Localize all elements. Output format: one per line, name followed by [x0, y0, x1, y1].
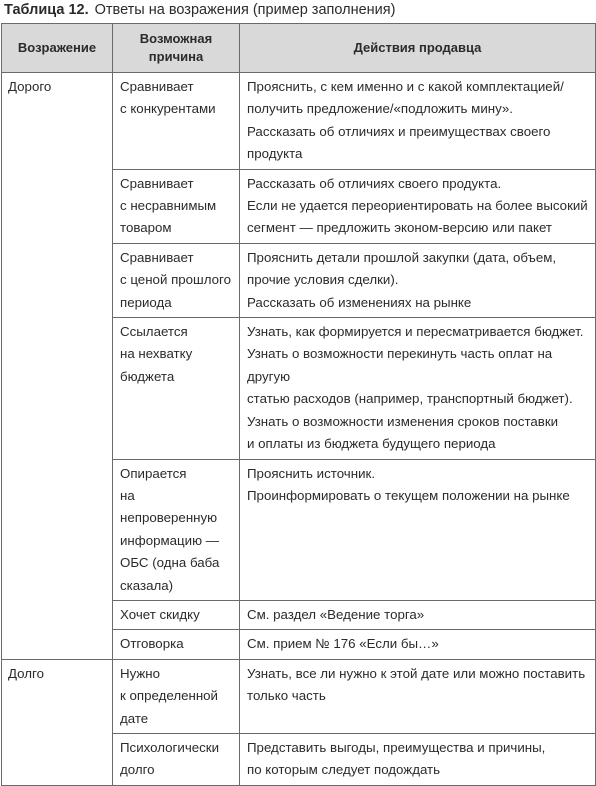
reason-line: на нехватку	[120, 346, 193, 362]
objection-cell: Долго	[2, 659, 113, 785]
reason-line: Нужно	[120, 665, 161, 681]
reason-cell	[113, 243, 240, 317]
reason-line: Психологически	[120, 739, 220, 755]
actions-cell	[240, 73, 596, 170]
reason-line: с ценой прошлого	[120, 272, 231, 288]
action-line: только часть	[247, 688, 326, 704]
reason-line: с конкурентами	[120, 101, 216, 117]
action-line: Прояснить детали прошлой закупки (дата, объем,	[247, 249, 557, 265]
actions-cell	[240, 318, 596, 459]
actions-cell	[240, 459, 596, 600]
action-line: статью расходов (например, транспортный бюджет).	[247, 391, 573, 407]
reason-line: Сравнивает	[120, 79, 194, 94]
action-line: Представить выгоды, преимущества и причины,	[247, 739, 546, 755]
actions-cell	[240, 733, 596, 785]
actions-cell	[240, 630, 596, 659]
reason-line: ОБС (одна баба	[120, 555, 220, 571]
action-line: сегмент — предложить эконом-версию или пакет	[247, 220, 553, 236]
reason-line: к определенной	[120, 688, 218, 704]
table-number: Таблица 12.	[4, 2, 89, 18]
table-caption	[4, 0, 395, 20]
header-objection: Возражение	[2, 24, 113, 73]
reason-line: периода	[120, 294, 172, 310]
action-line: См. прием № 176 «Если бы…»	[247, 636, 439, 652]
header-reason	[113, 24, 240, 73]
reason-cell	[113, 659, 240, 733]
reason-line: Сравнивает	[120, 249, 194, 265]
table-row	[2, 73, 596, 170]
action-line: Узнать, все ли нужно к этой дате или можно поставить	[247, 665, 586, 681]
action-line: Рассказать об изменениях на рынке	[247, 294, 472, 310]
reason-cell	[113, 169, 240, 243]
table-title: Ответы на возражения (пример заполнения)	[94, 2, 396, 18]
header-reason-line: причина	[148, 49, 204, 64]
reason-cell	[113, 733, 240, 785]
reason-line: Отговорка	[120, 636, 184, 652]
action-line: Прояснить источник.	[247, 465, 376, 481]
reason-line: Хочет скидку	[120, 606, 200, 622]
action-line: Если не удается переориентировать на более высокий	[247, 198, 588, 214]
reason-line: долго	[120, 762, 155, 778]
action-line: прочие условия сделки).	[247, 272, 399, 288]
reason-line: информацию —	[120, 532, 220, 548]
reason-line: Опирается	[120, 465, 187, 481]
header-reason-line: Возможная	[139, 31, 213, 46]
reason-cell	[113, 73, 240, 170]
actions-cell	[240, 243, 596, 317]
action-line: Узнать о возможности изменения сроков поставки	[247, 413, 559, 429]
action-line: Проинформировать о текущем положении на рынке	[247, 487, 570, 503]
table-body	[2, 73, 596, 786]
reason-line: товаром	[120, 220, 172, 236]
action-line: продукта	[247, 146, 303, 162]
reason-line: дате	[120, 710, 149, 726]
reason-line: Сравнивает	[120, 175, 194, 191]
reason-cell	[113, 630, 240, 659]
table-row	[2, 659, 596, 733]
action-line: Узнать о возможности перекинуть часть оплат на другую	[247, 346, 553, 384]
reason-line: Ссылается	[120, 324, 188, 340]
actions-cell	[240, 659, 596, 733]
reason-line: на непроверенную	[120, 487, 218, 526]
header-actions: Действия продавца	[240, 24, 596, 73]
objection-cell: Дорого	[2, 73, 113, 660]
action-line: и оплаты из бюджета будущего периода	[247, 436, 496, 452]
reason-cell	[113, 459, 240, 600]
action-line: Рассказать об отличиях своего продукта.	[247, 175, 502, 191]
action-line: Прояснить, с кем именно и с какой комплектацией/	[247, 79, 564, 94]
reason-line: бюджета	[120, 368, 175, 384]
action-line: по которым следует подождать	[247, 762, 441, 778]
action-line: Рассказать об отличиях и преимуществах своего	[247, 123, 551, 139]
actions-cell	[240, 169, 596, 243]
reason-line: сказала)	[120, 577, 174, 593]
action-line: См. раздел «Ведение торга»	[247, 606, 425, 622]
reason-cell	[113, 600, 240, 629]
actions-cell	[240, 600, 596, 629]
action-line: Узнать, как формируется и пересматривается бюджет.	[247, 324, 584, 340]
objections-table	[1, 23, 596, 786]
action-line: получить предложение/«подложить мину».	[247, 101, 513, 117]
reason-line: с несравнимым	[120, 198, 217, 214]
reason-cell	[113, 318, 240, 459]
table-header	[2, 24, 596, 73]
